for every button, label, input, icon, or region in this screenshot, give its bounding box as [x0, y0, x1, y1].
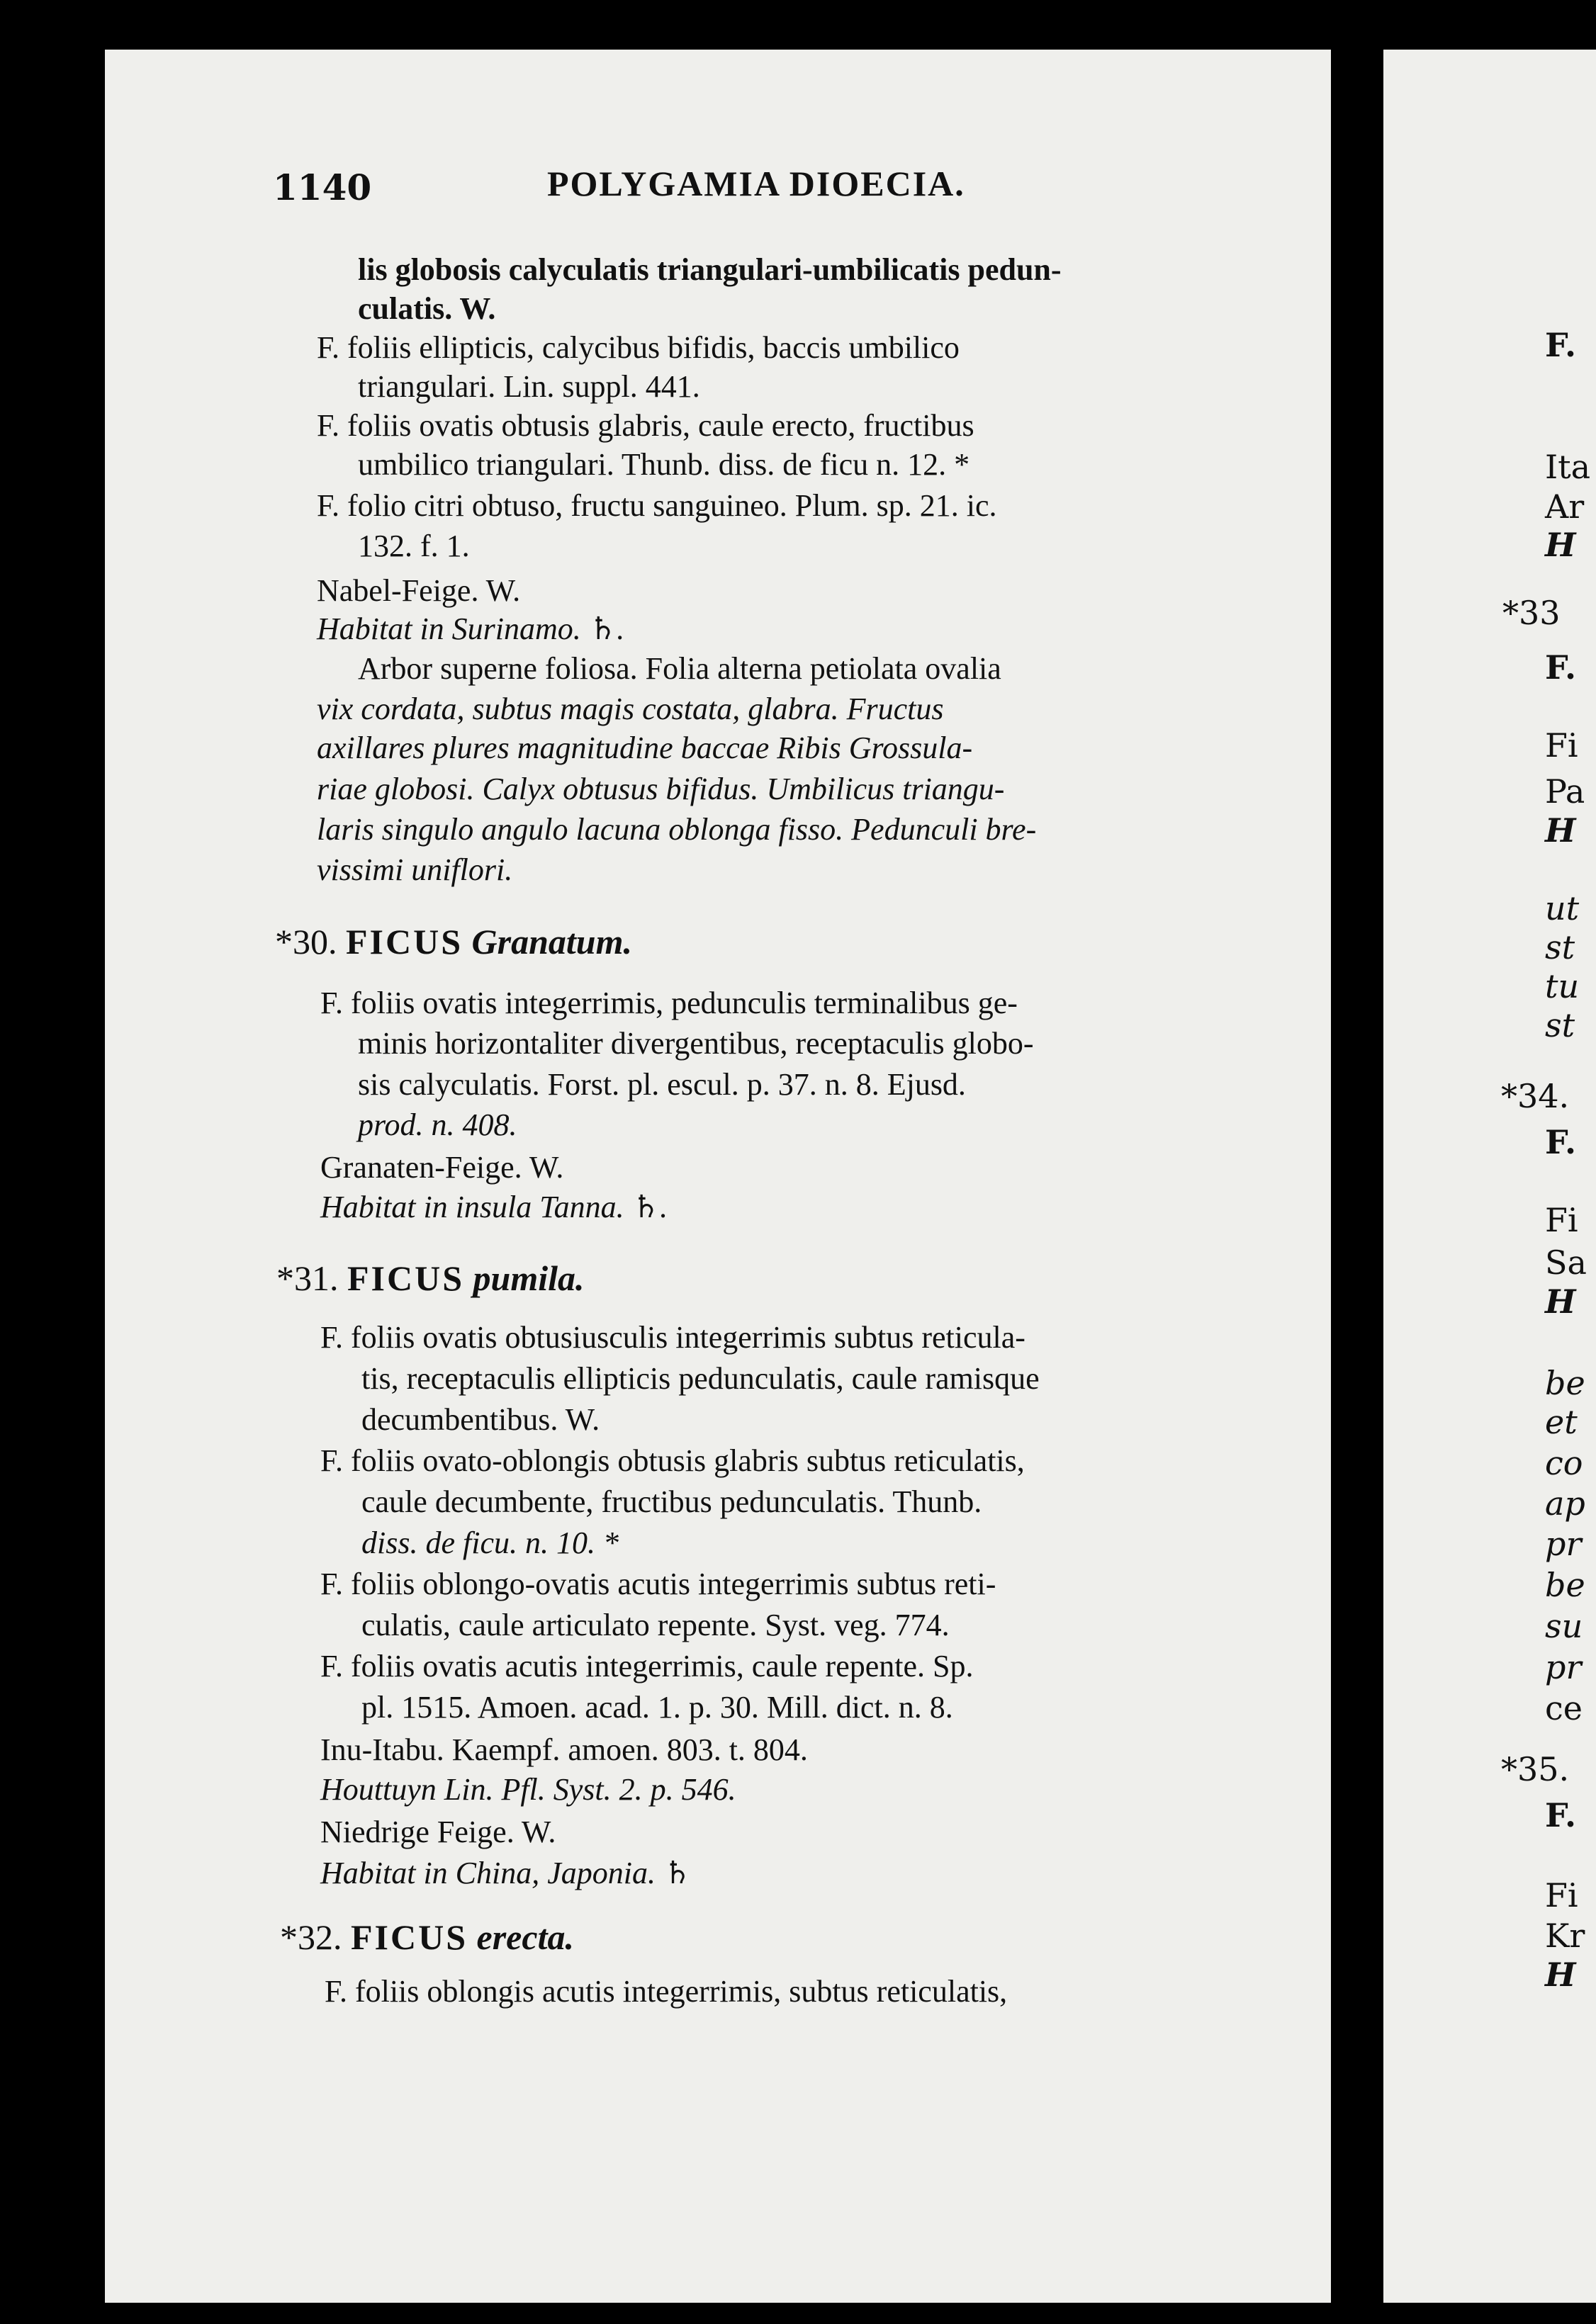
text-line: vissimi uniflori.	[317, 852, 513, 887]
right-fragment: ce	[1545, 1689, 1583, 1727]
text-line: F. folio citri obtuso, fructu sanguineo. Plum. sp. 21. ic.	[317, 488, 997, 523]
text-line: Arbor superne foliosa. Folia alterna petiolata ovalia	[358, 651, 1001, 686]
text-line: umbilico triangulari. Thunb. diss. de ficu n. 12. *	[358, 447, 970, 482]
text-line: vix cordata, subtus magis costata, glabra. Fructus	[317, 692, 944, 726]
right-fragment: Ita	[1545, 448, 1591, 486]
text-line: prod. n. 408.	[358, 1107, 517, 1142]
section-heading-31	[276, 1258, 585, 1299]
text-line: minis horizontaliter divergentibus, receptaculis globo-	[358, 1026, 1034, 1061]
text-line: tis, receptaculis ellipticis pedunculatis, caule ramisque	[361, 1361, 1040, 1396]
right-fragment: et	[1545, 1403, 1578, 1441]
right-fragment: ap	[1545, 1484, 1585, 1523]
text-line: Granaten-Feige. W.	[320, 1150, 564, 1185]
text-line: pl. 1515. Amoen. acad. 1. p. 30. Mill. dict. n. 8.	[361, 1690, 953, 1725]
section-number: *31.	[276, 1258, 339, 1298]
section-genus: FICUS	[351, 1917, 468, 1957]
text-line: Nabel-Feige. W.	[317, 573, 521, 608]
right-fragment: H	[1545, 1282, 1576, 1321]
right-fragment: Fi	[1545, 726, 1578, 765]
text-line: axillares plures magnitudine baccae Ribis Grossula-	[317, 731, 973, 765]
right-fragment: st	[1545, 928, 1575, 966]
right-fragment: be	[1545, 1566, 1585, 1604]
text-line: decumbentibus. W.	[361, 1402, 600, 1437]
right-fragment: *34.	[1501, 1077, 1570, 1115]
right-fragment: *35.	[1501, 1750, 1570, 1788]
text-line: F. foliis ovatis obtusiusculis integerrimis subtus reticula-	[320, 1320, 1025, 1355]
right-fragment: st	[1545, 1006, 1575, 1044]
right-fragment: F.	[1545, 326, 1577, 364]
page-number: 1140	[273, 167, 372, 208]
right-fragment: co	[1545, 1444, 1583, 1482]
section-number: *30.	[275, 922, 337, 961]
right-fragment: pr	[1545, 1648, 1582, 1686]
text-line: F. foliis ovatis integerrimis, pedunculis terminalibus ge-	[320, 986, 1018, 1020]
text-line: triangulari. Lin. suppl. 441.	[358, 369, 700, 404]
right-fragment: *33	[1502, 594, 1561, 632]
section-heading-32	[280, 1917, 574, 1958]
text-line: diss. de ficu. n. 10. *	[361, 1525, 619, 1560]
text-line: sis calyculatis. Forst. pl. escul. p. 37. n. 8. Ejusd.	[358, 1067, 966, 1102]
text-line: riae globosi. Calyx obtusus bifidus. Umbilicus triangu-	[317, 772, 1005, 806]
section-genus: FICUS	[346, 922, 463, 961]
text-line: culatis, caule articulato repente. Syst. veg. 774.	[361, 1608, 950, 1642]
text-line: Habitat in Surinamo. ♄.	[317, 611, 625, 646]
running-head: POLYGAMIA DIOECIA.	[547, 164, 965, 203]
right-fragment: be	[1545, 1364, 1585, 1402]
section-heading-30	[275, 921, 632, 962]
right-fragment: H	[1545, 811, 1576, 850]
text-line: F. foliis ovato-oblongis obtusis glabris subtus reticulatis,	[320, 1443, 1025, 1478]
text-line: Habitat in insula Tanna. ♄.	[320, 1190, 668, 1224]
text-line: caule decumbente, fructibus pedunculatis. Thunb.	[361, 1484, 982, 1519]
text-line: F. foliis ovatis acutis integerrimis, caule repente. Sp.	[320, 1649, 974, 1683]
text-line: laris singulo angulo lacuna oblonga fisso. Pedunculi bre-	[317, 812, 1037, 847]
text-line: culatis. W.	[358, 291, 496, 326]
right-fragment: F.	[1545, 648, 1577, 687]
text-line: F. foliis oblongis acutis integerrimis, subtus reticulatis,	[325, 1974, 1008, 2009]
text-line: F. foliis ovatis obtusis glabris, caule erecto, fructibus	[317, 408, 974, 443]
text-line: Houttuyn Lin. Pfl. Syst. 2. p. 546.	[320, 1772, 736, 1807]
text-line: F. foliis ellipticis, calycibus bifidis, baccis umbilico	[317, 330, 960, 365]
section-genus: FICUS	[347, 1258, 465, 1298]
right-fragment: F.	[1545, 1123, 1577, 1161]
text-line: 132. f. 1.	[358, 529, 470, 563]
right-fragment: F.	[1545, 1796, 1577, 1834]
section-species: pumila.	[473, 1258, 585, 1298]
text-line: Inu-Itabu. Kaempf. amoen. 803. t. 804.	[320, 1732, 808, 1767]
right-fragment: H	[1545, 1956, 1576, 1994]
right-fragment: su	[1545, 1607, 1583, 1645]
right-fragment: Ar	[1545, 487, 1585, 526]
right-fragment: ut	[1545, 889, 1580, 927]
text-line: lis globosis calyculatis triangulari-umbilicatis pedun-	[358, 252, 1062, 287]
text-line: Habitat in China, Japonia. ♄	[320, 1856, 692, 1890]
text-line: Niedrige Feige. W.	[320, 1815, 556, 1849]
right-fragment: tu	[1545, 967, 1580, 1005]
section-number: *32.	[280, 1917, 342, 1957]
right-fragment: pr	[1545, 1525, 1582, 1563]
right-fragment: H	[1545, 526, 1576, 564]
right-fragment: Kr	[1545, 1917, 1585, 1955]
text-line: F. foliis oblongo-ovatis acutis integerrimis subtus reti-	[320, 1567, 996, 1601]
right-fragment: Fi	[1545, 1201, 1578, 1239]
right-fragment: Pa	[1545, 772, 1585, 811]
left-page	[105, 50, 1331, 2303]
section-species: Granatum.	[471, 922, 632, 961]
right-fragment: Fi	[1545, 1876, 1578, 1914]
section-species: erecta.	[476, 1917, 574, 1957]
right-fragment: Sa	[1545, 1243, 1587, 1282]
